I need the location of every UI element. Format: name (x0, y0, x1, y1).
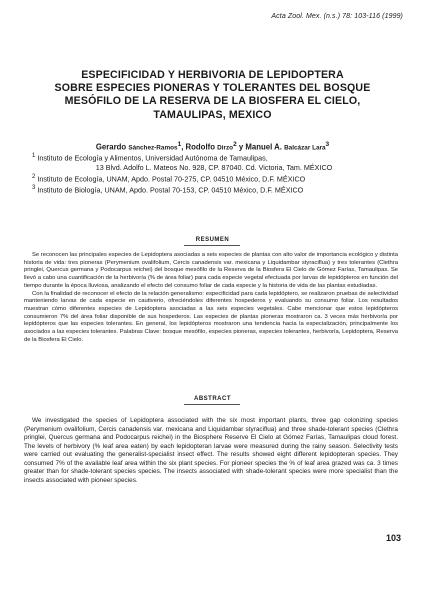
page-number: 103 (385, 533, 401, 543)
title-line: SOBRE ESPECIES PIONERAS Y TOLERANTES DEL BOSQUE (54, 82, 371, 95)
affil-1-line-1: Instituto de Ecología y Alimentos, Universidad Autónoma de Tamaulipas, (35, 153, 268, 163)
abstract-paragraph: We investigated the species of Lepidoptera associated with the six most important plants, three gap colonizing species (Perymenium ovalifolium, Cercis canadensis var. mexicana and Liquidambar styraciflua) and three shade-tolerant species (Clethra pringlei, Quercus germana and Podocarpus reichei) in the Biosphere Reserve El Cielo at Gómez Farías, Tamaulipas cloud forest. The levels of herbivory (% leaf area eaten) by each lepidopteran larvae were measured during the rainy season. Selectivity tests were carried out evaluating the generalist-specialist insect effect. The results showed eight different lepidopteran species. They consumed 7% of the available leaf area within the six plant species. For pioneer species the % of leaf area grazed was ca. 3 times greater than for shade-tolerant species species. The insects associated with shade-tolerant species were more specialist than the insects associated with pioneer species. (24, 417, 398, 484)
title-line: ESPECIFICIDAD Y HERBIVORIA DE LEPIDOPTERA (81, 69, 344, 81)
affil-2-mark: 2 (32, 173, 36, 180)
paper-title (30, 69, 395, 122)
author-3-affil-mark: 3 (325, 141, 330, 148)
author-separator: , Rodolfo (181, 142, 218, 152)
abstract-underline (184, 404, 240, 405)
author-1-affil-mark: 1 (177, 141, 182, 148)
resumen-paragraph: Se reconocen las principales especies de Lepidoptera asociadas a seis especies de plantas con alto valor de importancia ecológico y distinta historia de vida: tres pioneras (Perymenium ovalifolium, Cercis canadensis var. mexicana y Liquidambar styraciflua) y tres tolerantes (Clethra pringlei, Quercus germana y Podocarpus reichei) del bosque mesófilo de la Reserva de la Biosfera El Cielo de Gómez Farías, Tamaulipas. Se llevó a cabo una cuantificación de la herbivoría (% de área foliar) para cada especie vegetal efectuada por larvas de lepidópteros en función del tiempo durante la época lluviosa, analizando el efecto del consumo foliar de cada especie y la historia de vida de las plantas estudiadas. (24, 252, 398, 289)
affil-1-mark: 1 (32, 153, 36, 159)
resumen-paragraph: Con la finalidad de reconocer el efecto de la relación generalismo: especificidad para cada lepidóptero, se realizaron pruebas de selectividad manteniendo larvas de cada especie en cautiverio, ofreciéndoles diferentes hospederos y evaluando su consumo foliar. Los resultados muestran cómo diferentes especies de Lepidoptera asociadas a las seis especies vegetales. Cabe mencionar que estos lepidópteros consumieron 7% del área foliar disponible de sus hospederos. Las especies de plantas pioneras mostraron ca. 3 veces más herbivoría por lepidópteros que las especies tolerantes. En general, los lepidópteros mostraron una tendencia hacia la especialización, principalmente los asociados a las especies tolerantes. Palabras Clave: bosque mesófilo, especies pioneras, especies tolerantes, herbivoría, Lepidoptera, Reserva de la Biosfera El Cielo. (24, 290, 398, 343)
title-line: TAMAULIPAS, MEXICO (153, 108, 272, 121)
resumen-underline (184, 245, 240, 246)
affil-3-line: Instituto de Biología, UNAM, Apdo. Postal 70-153, CP. 04510 México, D.F. MÉXICO (35, 184, 304, 194)
author-list (16, 141, 409, 152)
author-separator: y Manuel A. (236, 142, 285, 152)
resumen-body (24, 252, 398, 344)
affiliation-1 (24, 152, 404, 163)
abstract-body (24, 417, 398, 485)
journal-citation: Acta Zool. Mex. (n.s.) 78: 103-116 (1999) (271, 13, 403, 20)
affiliations (24, 152, 404, 195)
affil-3-mark: 3 (32, 184, 36, 191)
resumen-heading: RESUMEN (195, 237, 230, 243)
affiliation-3 (24, 184, 404, 195)
author-2-affil-mark: 2 (233, 141, 237, 148)
author-1-first: Gerardo (95, 142, 129, 152)
affiliation-2 (24, 173, 404, 184)
title-line: MESÓFILO DE LA RESERVA DE LA BIOSFERA EL CIELO, (64, 95, 361, 108)
author-2-surname: Dirzo (217, 144, 234, 152)
affil-1-line-2: 13 Blvd. Adolfo L. Mateos No. 928, CP. 87040. Cd. Victoria, Tam. MÉXICO (95, 162, 333, 172)
author-1-surname: Sánchez-Ramos (128, 144, 178, 152)
affil-2-line: Instituto de Ecología, UNAM, Apdo. Postal 70-275, CP. 04510 México, D.F. MÉXICO (35, 173, 306, 183)
abstract-heading: ABSTRACT (194, 396, 231, 402)
author-3-surname: Balcázar Lara (284, 144, 326, 152)
